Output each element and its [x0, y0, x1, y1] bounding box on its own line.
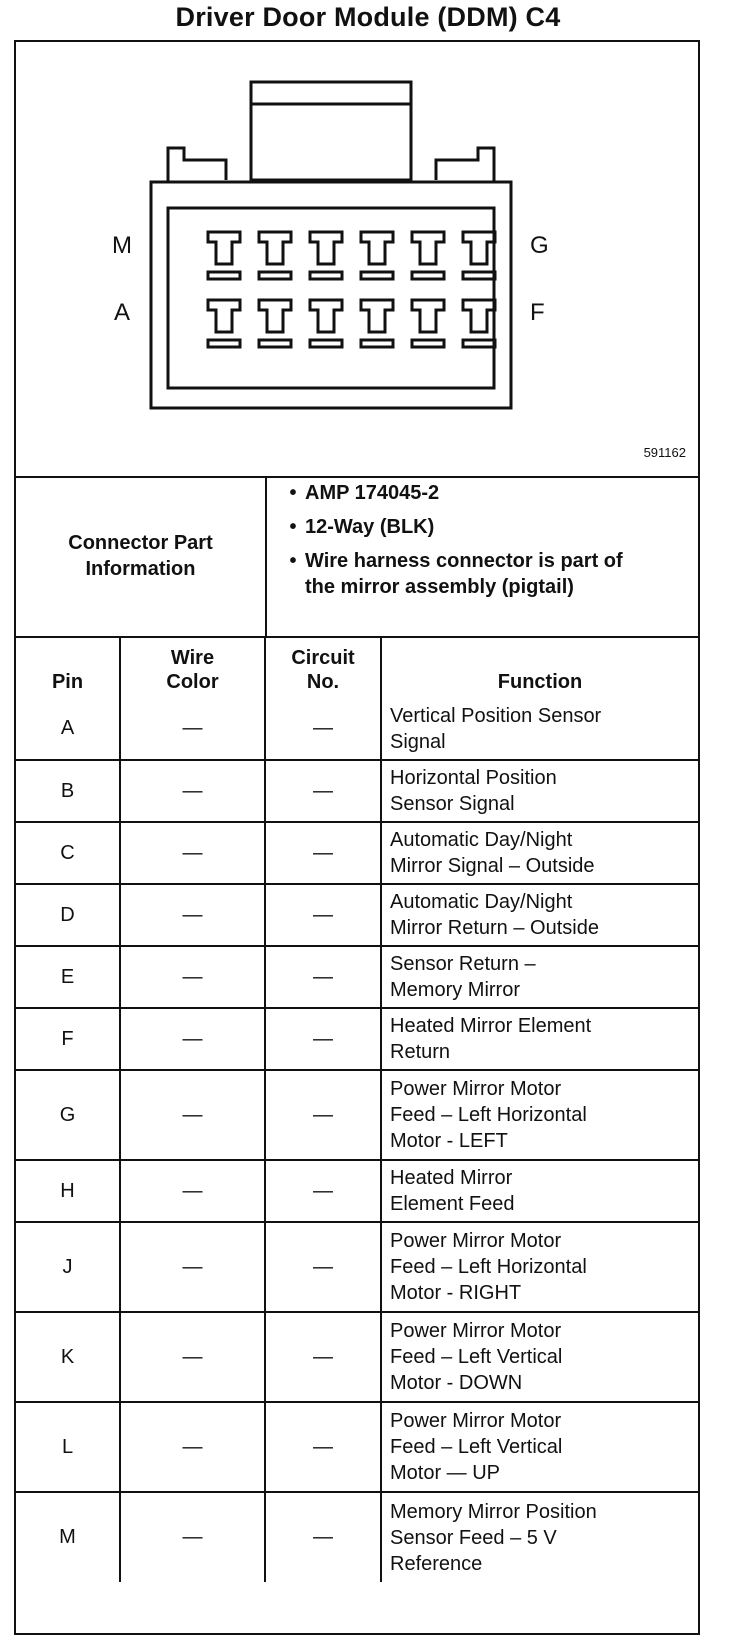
circuit-no-cell: —	[265, 1070, 381, 1160]
pin-cell: M	[16, 1492, 120, 1582]
circuit-no-cell: —	[265, 1402, 381, 1492]
pin-cell: L	[16, 1402, 120, 1492]
function-cell	[381, 822, 698, 884]
function-line: Mirror Return – Outside	[390, 917, 599, 939]
connector-info-label	[16, 476, 267, 636]
circuit-no-cell: —	[265, 822, 381, 884]
function-line: Vertical Position Sensor	[390, 704, 602, 727]
wire-color-cell: —	[120, 1070, 265, 1160]
pin-cell: J	[16, 1222, 120, 1312]
pin-cavity	[463, 232, 495, 279]
header-wire-color: Wire Color	[120, 636, 265, 698]
function-cell	[381, 1312, 698, 1402]
function-line: Feed – Left Vertical	[390, 1436, 563, 1458]
connector-info-label-line1: Connector Part	[68, 532, 213, 554]
pin-cell: E	[16, 946, 120, 1008]
table-row	[16, 760, 698, 822]
function-line: Element Feed	[390, 1193, 515, 1215]
circuit-no-cell: —	[265, 760, 381, 822]
function-cell	[381, 884, 698, 946]
connector-frame	[14, 40, 700, 1635]
function-line: Sensor Feed – 5 V	[390, 1526, 557, 1549]
wire-color-cell: —	[120, 946, 265, 1008]
circuit-no-cell: —	[265, 1008, 381, 1070]
pin-cavity	[259, 232, 291, 279]
function-cell	[381, 1008, 698, 1070]
bullet-item: • Wire harness connector is part of the mirror assembly (pigtail)	[289, 550, 623, 598]
pin-cavities	[208, 232, 495, 347]
pin-label-g: G	[530, 232, 549, 259]
circuit-no-cell: —	[265, 1222, 381, 1312]
pin-cavity	[412, 232, 444, 279]
function-line: Motor - LEFT	[390, 1130, 508, 1152]
table-row	[16, 1008, 698, 1070]
circuit-no-cell: —	[265, 946, 381, 1008]
table-row	[16, 1160, 698, 1222]
pin-cavity	[310, 300, 342, 347]
wire-color-cell: —	[120, 1222, 265, 1312]
pin-label-m: M	[112, 232, 132, 259]
table-row	[16, 1312, 698, 1402]
function-cell	[381, 698, 698, 760]
wire-color-cell: —	[120, 1008, 265, 1070]
function-line: Automatic Day/Night	[390, 829, 573, 851]
pin-cell: A	[16, 698, 120, 760]
pin-cell: G	[16, 1070, 120, 1160]
page-title: Driver Door Module (DDM) C4	[175, 2, 561, 32]
pin-label-a: A	[114, 299, 131, 326]
header-function: Function	[381, 636, 698, 698]
table-row	[16, 1222, 698, 1312]
connector-latch	[251, 82, 411, 180]
pin-cell: K	[16, 1312, 120, 1402]
connector-info-label-line2: Information	[85, 558, 196, 580]
bullet-item: • AMP 174045-2	[289, 482, 440, 504]
table-row	[16, 1402, 698, 1492]
function-line: Memory Mirror Position	[390, 1500, 597, 1523]
pin-cavity	[208, 300, 240, 347]
wire-color-cell: —	[120, 1312, 265, 1402]
connector-info-bullets	[267, 480, 697, 608]
function-line: Feed – Left Vertical	[390, 1346, 563, 1368]
connector-housing	[151, 182, 511, 408]
circuit-no-cell: —	[265, 698, 381, 760]
circuit-no-cell: —	[265, 884, 381, 946]
function-line: Memory Mirror	[390, 979, 520, 1001]
bullet-item: • 12-Way (BLK)	[289, 516, 435, 538]
function-cell	[381, 1070, 698, 1160]
function-line: Reference	[390, 1552, 483, 1575]
function-cell	[381, 1160, 698, 1222]
table-row	[16, 698, 698, 760]
connector-diagram	[16, 42, 698, 478]
pin-cell: H	[16, 1160, 120, 1222]
function-line: Signal	[390, 730, 446, 753]
wire-color-cell: —	[120, 1492, 265, 1582]
function-line: Heated Mirror	[390, 1167, 513, 1189]
wire-color-cell: —	[120, 760, 265, 822]
function-line: Mirror Signal – Outside	[390, 855, 595, 877]
connector-part-info	[16, 476, 698, 638]
function-line: Power Mirror Motor	[390, 1320, 562, 1342]
table-row	[16, 822, 698, 884]
figure-number: 591162	[643, 445, 686, 460]
circuit-no-cell: —	[265, 1492, 381, 1582]
function-line: Power Mirror Motor	[390, 1078, 562, 1100]
wire-color-cell: —	[120, 1160, 265, 1222]
function-line: Return	[390, 1041, 451, 1063]
pin-cavity	[310, 232, 342, 279]
wire-color-cell: —	[120, 884, 265, 946]
pin-cell: B	[16, 760, 120, 822]
table-header-row	[16, 636, 698, 698]
wire-color-cell: —	[120, 822, 265, 884]
pin-cavity	[361, 232, 393, 279]
function-line: Automatic Day/Night	[390, 891, 573, 913]
function-line: Horizontal Position	[390, 767, 557, 789]
function-line: Feed – Left Horizontal	[390, 1104, 587, 1126]
function-line: Power Mirror Motor	[390, 1410, 562, 1432]
function-cell	[381, 1402, 698, 1492]
function-line: Sensor Return –	[390, 953, 536, 975]
pin-cell: F	[16, 1008, 120, 1070]
function-line: Motor - DOWN	[390, 1372, 523, 1394]
pin-cell: C	[16, 822, 120, 884]
function-line: Heated Mirror Element	[390, 1015, 592, 1037]
function-line: Sensor Signal	[390, 793, 515, 815]
table-row	[16, 884, 698, 946]
function-line: Power Mirror Motor	[390, 1230, 562, 1252]
pinout-table	[16, 636, 698, 1582]
pin-cavity	[463, 300, 495, 347]
circuit-no-cell: —	[265, 1312, 381, 1402]
table-row	[16, 1492, 698, 1582]
function-cell	[381, 760, 698, 822]
pin-cavity	[412, 300, 444, 347]
pin-cavity	[259, 300, 291, 347]
pin-cell: D	[16, 884, 120, 946]
wire-color-cell: —	[120, 698, 265, 760]
header-circuit-no: Circuit No.	[265, 636, 381, 698]
function-line: Feed – Left Horizontal	[390, 1256, 587, 1278]
function-line: Motor — UP	[390, 1462, 501, 1484]
function-cell	[381, 946, 698, 1008]
function-cell	[381, 1492, 698, 1582]
table-row	[16, 1070, 698, 1160]
pin-cavity	[208, 232, 240, 279]
pin-cavity	[361, 300, 393, 347]
circuit-no-cell: —	[265, 1160, 381, 1222]
pin-label-f: F	[530, 299, 545, 326]
header-pin: Pin	[16, 636, 120, 698]
wire-color-cell: —	[120, 1402, 265, 1492]
function-cell	[381, 1222, 698, 1312]
table-row	[16, 946, 698, 1008]
function-line: Motor - RIGHT	[390, 1282, 522, 1304]
